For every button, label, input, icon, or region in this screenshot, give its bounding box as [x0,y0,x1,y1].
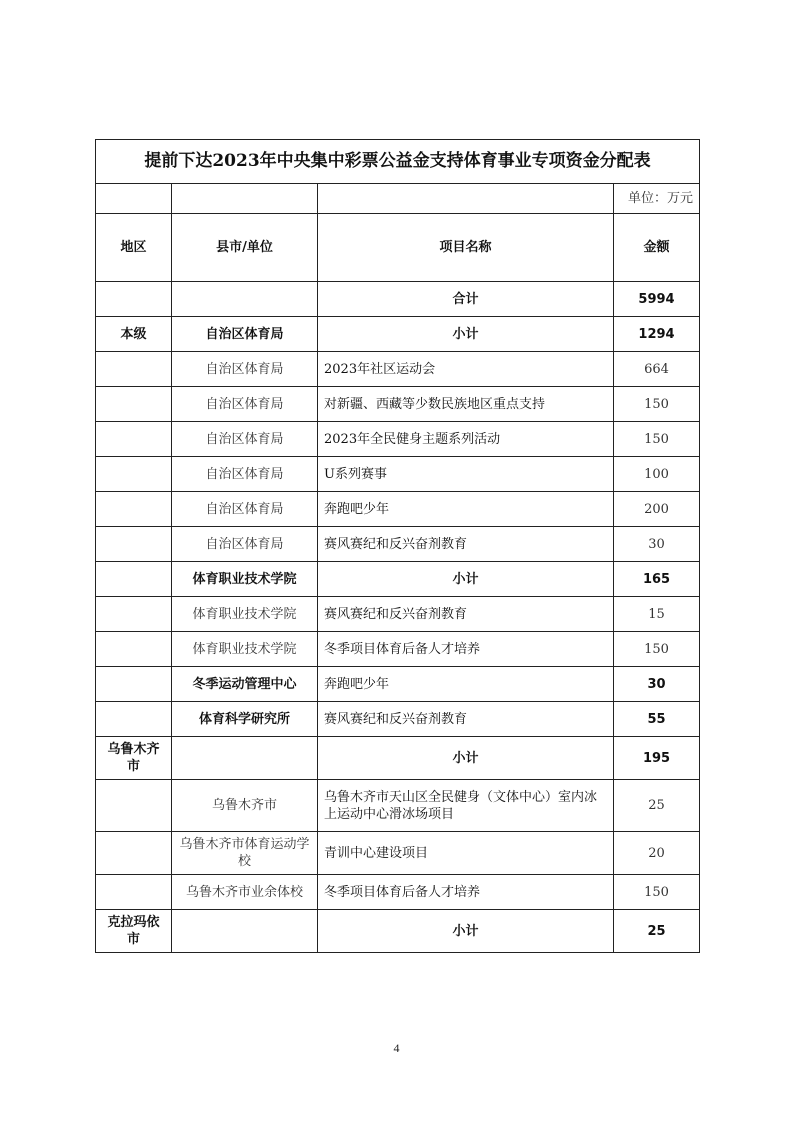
table-row [96,527,700,562]
unit-row-blank-2 [172,184,318,214]
amount-cell: 30 [614,667,700,702]
region-cell [96,702,172,737]
amount-cell: 165 [614,562,700,597]
unit-cell: 体育科学研究所 [172,702,318,737]
amount-cell: 5994 [614,282,700,317]
unit-row-blank-3 [318,184,614,214]
project-cell: 对新疆、西藏等少数民族地区重点支持 [318,387,614,422]
region-cell [96,832,172,875]
region-cell [96,875,172,910]
page-number: 4 [393,1041,400,1055]
unit-cell: 自治区体育局 [172,457,318,492]
amount-cell: 195 [614,737,700,780]
header-amount: 金额 [614,214,700,282]
region-cell [96,492,172,527]
header-unit: 县市/单位 [172,214,318,282]
unit-cell: 自治区体育局 [172,422,318,457]
unit-cell: 自治区体育局 [172,317,318,352]
region-cell [96,667,172,702]
amount-cell: 150 [614,387,700,422]
unit-cell: 乌鲁木齐市 [172,780,318,832]
amount-cell: 200 [614,492,700,527]
table-row [96,597,700,632]
amount-cell: 150 [614,875,700,910]
region-cell: 克拉玛依市 [96,910,172,953]
amount-cell: 664 [614,352,700,387]
unit-cell: 体育职业技术学院 [172,597,318,632]
project-cell: 小计 [318,317,614,352]
table-row [96,632,700,667]
region-cell [96,422,172,457]
region-cell [96,780,172,832]
project-cell: 冬季项目体育后备人才培养 [318,875,614,910]
allocation-table [95,139,700,953]
project-cell: 赛风赛纪和反兴奋剂教育 [318,597,614,632]
unit-cell [172,737,318,780]
unit-cell: 体育职业技术学院 [172,562,318,597]
unit-cell: 乌鲁木齐市业余体校 [172,875,318,910]
table-row [96,317,700,352]
amount-cell: 20 [614,832,700,875]
project-cell: 乌鲁木齐市天山区全民健身（文体中心）室内冰上运动中心滑冰场项目 [318,780,614,832]
unit-cell: 自治区体育局 [172,352,318,387]
unit-cell [172,910,318,953]
table-row [96,282,700,317]
project-cell: 小计 [318,910,614,953]
unit-row [96,184,700,214]
table-row [96,910,700,953]
amount-cell: 100 [614,457,700,492]
unit-cell: 冬季运动管理中心 [172,667,318,702]
project-cell: 赛风赛纪和反兴奋剂教育 [318,527,614,562]
region-cell [96,387,172,422]
table-row [96,832,700,875]
unit-row-blank-1 [96,184,172,214]
table-row [96,457,700,492]
table-title: 提前下达2023年中央集中彩票公益金支持体育事业专项资金分配表 [96,140,700,184]
unit-cell: 体育职业技术学院 [172,632,318,667]
project-cell: 小计 [318,562,614,597]
header-project: 项目名称 [318,214,614,282]
region-cell: 本级 [96,317,172,352]
unit-cell [172,282,318,317]
header-region: 地区 [96,214,172,282]
amount-cell: 25 [614,910,700,953]
table-row [96,702,700,737]
project-cell: 青训中心建设项目 [318,832,614,875]
amount-cell: 25 [614,780,700,832]
table-row [96,492,700,527]
project-cell: 冬季项目体育后备人才培养 [318,632,614,667]
header-row [96,214,700,282]
project-cell: U系列赛事 [318,457,614,492]
unit-cell: 自治区体育局 [172,527,318,562]
region-cell [96,457,172,492]
amount-cell: 150 [614,632,700,667]
project-cell: 奔跑吧少年 [318,492,614,527]
amount-cell: 15 [614,597,700,632]
project-cell: 合计 [318,282,614,317]
table-row [96,667,700,702]
table-row [96,387,700,422]
project-cell: 赛风赛纪和反兴奋剂教育 [318,702,614,737]
amount-cell: 55 [614,702,700,737]
region-cell [96,562,172,597]
region-cell [96,352,172,387]
unit-cell: 自治区体育局 [172,492,318,527]
project-cell: 小计 [318,737,614,780]
table-row [96,422,700,457]
unit-label: 单位：万元 [614,184,700,214]
project-cell: 奔跑吧少年 [318,667,614,702]
region-cell [96,282,172,317]
unit-cell: 乌鲁木齐市体育运动学校 [172,832,318,875]
amount-cell: 1294 [614,317,700,352]
table-row [96,562,700,597]
amount-cell: 30 [614,527,700,562]
project-cell: 2023年全民健身主题系列活动 [318,422,614,457]
region-cell [96,632,172,667]
amount-cell: 150 [614,422,700,457]
region-cell [96,527,172,562]
table-row [96,875,700,910]
table-row [96,737,700,780]
unit-cell: 自治区体育局 [172,387,318,422]
project-cell: 2023年社区运动会 [318,352,614,387]
region-cell [96,597,172,632]
title-row [96,140,700,184]
region-cell: 乌鲁木齐市 [96,737,172,780]
table-row [96,352,700,387]
table-row [96,780,700,832]
